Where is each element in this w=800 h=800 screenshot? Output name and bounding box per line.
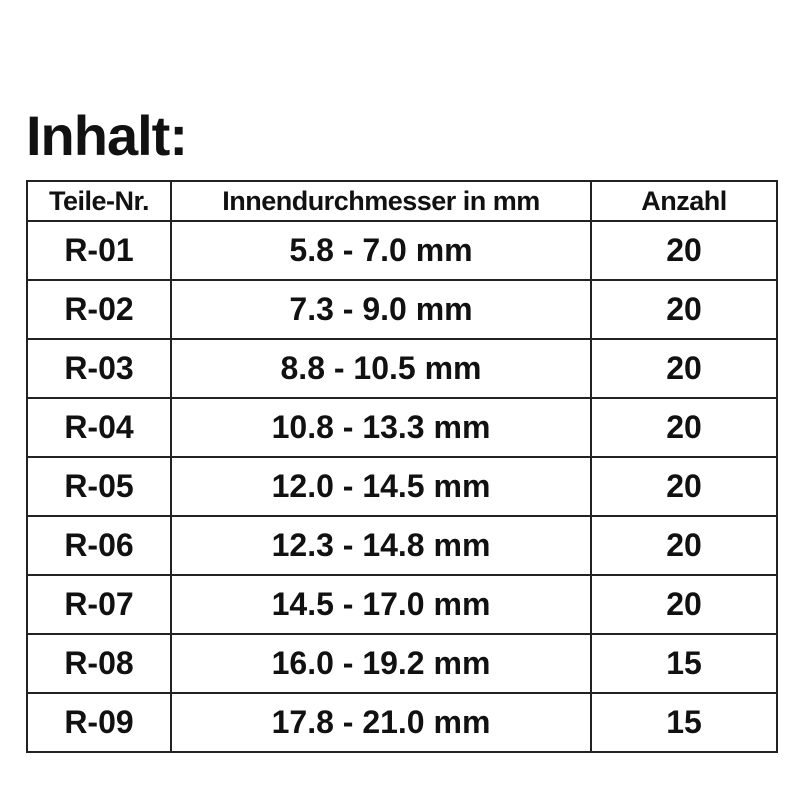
quantity-cell: 20 (591, 457, 777, 516)
header-quantity: Anzahl (591, 181, 777, 221)
part-number-cell: R-01 (27, 221, 171, 280)
table-row (27, 634, 777, 693)
inner-diameter-cell: 17.8 - 21.0 mm (171, 693, 591, 752)
inner-diameter-cell: 14.5 - 17.0 mm (171, 575, 591, 634)
inner-diameter-cell: 16.0 - 19.2 mm (171, 634, 591, 693)
header-part-number: Teile-Nr. (27, 181, 171, 221)
page-title: Inhalt: (26, 104, 187, 167)
inner-diameter-cell: 12.3 - 14.8 mm (171, 516, 591, 575)
header-inner-diameter: Innendurchmesser in mm (171, 181, 591, 221)
part-number-cell: R-09 (27, 693, 171, 752)
inner-diameter-cell: 10.8 - 13.3 mm (171, 398, 591, 457)
table-row (27, 693, 777, 752)
table-row (27, 516, 777, 575)
table-row (27, 398, 777, 457)
quantity-cell: 20 (591, 339, 777, 398)
part-number-cell: R-07 (27, 575, 171, 634)
part-number-cell: R-03 (27, 339, 171, 398)
inner-diameter-cell: 8.8 - 10.5 mm (171, 339, 591, 398)
contents-table (26, 180, 778, 753)
inner-diameter-cell: 5.8 - 7.0 mm (171, 221, 591, 280)
part-number-cell: R-04 (27, 398, 171, 457)
table-header-row (27, 181, 777, 221)
part-number-cell: R-06 (27, 516, 171, 575)
part-number-cell: R-02 (27, 280, 171, 339)
table-row (27, 457, 777, 516)
quantity-cell: 15 (591, 634, 777, 693)
table-row (27, 575, 777, 634)
inner-diameter-cell: 12.0 - 14.5 mm (171, 457, 591, 516)
quantity-cell: 20 (591, 575, 777, 634)
table-row (27, 280, 777, 339)
quantity-cell: 20 (591, 516, 777, 575)
inner-diameter-cell: 7.3 - 9.0 mm (171, 280, 591, 339)
quantity-cell: 15 (591, 693, 777, 752)
quantity-cell: 20 (591, 398, 777, 457)
quantity-cell: 20 (591, 280, 777, 339)
part-number-cell: R-08 (27, 634, 171, 693)
quantity-cell: 20 (591, 221, 777, 280)
table-row (27, 339, 777, 398)
table-row (27, 221, 777, 280)
part-number-cell: R-05 (27, 457, 171, 516)
